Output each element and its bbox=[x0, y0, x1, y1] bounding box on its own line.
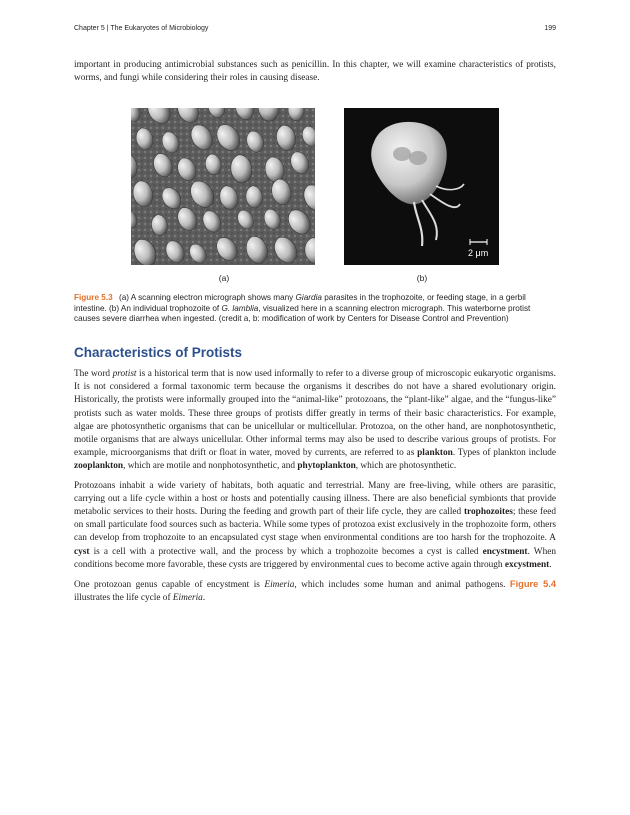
italic-term: Eimeria bbox=[264, 580, 295, 591]
italic-term: Eimeria bbox=[172, 593, 203, 604]
key-term: trophozoites bbox=[463, 507, 513, 518]
intro-paragraph: important in producing antimicrobial substances such as penicillin. In this chapter, we will examine characteristics of protists, worms, and fungi while considering their roles in causing disease. bbox=[74, 60, 556, 84]
page-number: 199 bbox=[544, 25, 556, 32]
text-run: . Types of plankton include bbox=[452, 448, 556, 459]
figure-caption bbox=[74, 293, 558, 325]
text-run: . When conditions become more favorable, these cysts are triggered by environmental cues to become active again through bbox=[74, 546, 556, 570]
paragraph-2 bbox=[74, 480, 556, 572]
italic-term: protist bbox=[112, 369, 137, 379]
caption-italic: Giardia bbox=[295, 293, 322, 302]
caption-italic: G. lamblia bbox=[221, 303, 259, 313]
figure-label-a: (a) bbox=[218, 273, 230, 283]
text-run: , which are motile and nonphotosynthetic, and bbox=[123, 461, 298, 472]
caption-text: parasites in the trophozoite, or feeding stage, in a gerbil intestine. (b) An individual trophozoite of bbox=[74, 293, 526, 313]
chapter-title: Chapter 5 | The Eukaryotes of Microbiology bbox=[74, 25, 209, 32]
key-term: excystment bbox=[504, 559, 550, 570]
text-run: illustrates the life cycle of bbox=[74, 593, 173, 604]
micrograph-giardia-many bbox=[131, 108, 315, 265]
text-run: Protozoans inhabit a wide variety of habitats, both aquatic and terrestrial. Many are free-living, while others are parasitic, carrying out a life cycle within a host or hosts and potentially causing illness. There are also beneficial symbionts that provide metabolic services to their hosts. During the feeding and growth part of their life cycle, they are called bbox=[74, 480, 556, 518]
scale-bar-label: 2 μm bbox=[468, 248, 489, 258]
running-header bbox=[74, 25, 556, 39]
text-run: ; these feed on small particulate food sources such as bacteria. While some types of protozoa exist exclusively in the trophozoite form, others can develop from trophozoite to an encapsulated cyst stage when environmental conditions are too harsh for the trophozoite. A bbox=[74, 507, 556, 544]
paragraph-1 bbox=[74, 368, 556, 474]
text-run: , which includes some human and animal pathogens. bbox=[294, 580, 510, 591]
caption-text: (a) A scanning electron micrograph shows many bbox=[118, 293, 296, 302]
key-term: plankton bbox=[417, 448, 453, 459]
caption-text: , visualized here in a scanning electron micrograph. This waterborne protist causes severe diarrhea when ingested. (credit a, b: modification of work by Centers for Disease Control and Prevention) bbox=[74, 303, 531, 324]
text-run: . bbox=[549, 559, 552, 570]
micrograph-b-image bbox=[344, 108, 499, 265]
key-term: encystment bbox=[482, 546, 528, 557]
micrograph-giardia-single bbox=[344, 108, 499, 265]
key-term: phytoplankton bbox=[297, 461, 356, 472]
figure-number: Figure 5.3 bbox=[74, 293, 113, 302]
text-run: . bbox=[202, 593, 206, 604]
text-run: The word bbox=[74, 369, 113, 379]
paragraph-3 bbox=[74, 578, 556, 605]
key-term: cyst bbox=[74, 546, 90, 557]
text-run: One protozoan genus capable of encystment is bbox=[74, 580, 265, 591]
figure-label-b: (b) bbox=[416, 273, 428, 283]
figure-reference-link[interactable]: Figure 5.4 bbox=[509, 579, 556, 590]
text-run: is a historical term that is now used informally to refer to a diverse group of microscopic eukaryotic organisms. It is not considered a formal taxonomic term because the organisms it describes do not have a shared evolutionary origin. Historically, the protists were informally grouped into the “animal-like” protozoans, the “plant-like” algae, and the “fungus-like” protists such as water molds. These three groups of protists differ greatly in terms of their basic characteristics. For example, algae are photosynthetic organisms that can be unicellular or multicellular. Protozoa, on the other hand, are nonphotosynthetic, motile organisms that are always unicellular. Other informal terms may also be used to describe various groups of protists. For example, microorganisms that drift or float in water, moved by currents, are referred to as bbox=[74, 369, 556, 459]
section-body bbox=[74, 368, 556, 611]
micrograph-a-image bbox=[131, 108, 315, 265]
section-heading: Characteristics of Protists bbox=[74, 345, 243, 360]
text-run: , which are photosynthetic. bbox=[355, 461, 457, 472]
text-run: is a cell with a protective wall, and the process by which a trophozoite becomes a cyst is called bbox=[89, 546, 483, 557]
key-term: zooplankton bbox=[74, 461, 124, 472]
